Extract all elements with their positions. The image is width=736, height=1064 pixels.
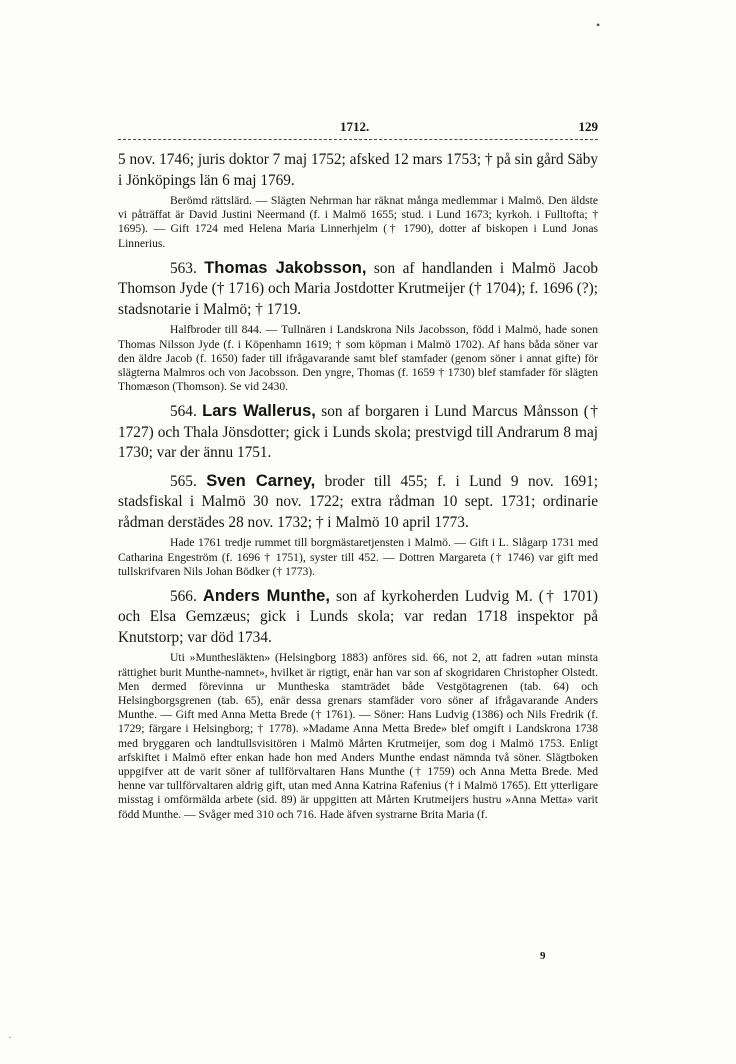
- entry-number: 565.: [170, 472, 197, 490]
- entry-text: son af handlanden i Malmö Jacob Thomson Jyde († 1716) och Maria Jostdotter Krutmeijer († 1704); f. 1696 (?); stadsnotarie i Malmö; † 1719.: [118, 259, 598, 318]
- entry-paragraph: [118, 401, 598, 464]
- header-year: 1712.: [340, 119, 370, 134]
- entry-paragraph: [118, 471, 598, 534]
- entry-number: 563.: [170, 259, 197, 277]
- margin-mark-bottom: ·: [8, 1030, 12, 1044]
- entry-number: 566.: [170, 587, 197, 605]
- entry-text: son af kyrkoherden Ludvig M. († 1701) och Elsa Gemzæus; gick i Lunds skola; var redan 1718 inspektor på Knutstorp; var död 1734.: [118, 587, 598, 646]
- continued-paragraph: 5 nov. 1746; juris doktor 7 maj 1752; afsked 12 mars 1753; † på sin gård Säby i Jönköpings län 6 maj 1769.: [118, 151, 598, 189]
- footnote-paragraph: Halfbroder till 844. — Tullnären i Landskrona Nils Jacobsson, född i Malmö, hade sonen Thomas Nilsson Jyde (f. i Köpenhamn 1619; † som köpman i Malmö 1702). Af hans båda söner var den äldre Jacob (f. 1650) fader till ifrågavarande samt blef stamfader (genom söner i annat gifte) för slägterna Malmros och von Jacobsson. Den yngre, Thomas (f. 1659 † 1730) blef stamfader för slägten Thomæson (Thomson). Se vid 2430.: [118, 323, 598, 394]
- entry-number: 564.: [170, 403, 197, 421]
- footnote-paragraph: Berömd rättslärd. — Slägten Nehrman har räknat många medlemmar i Malmö. Den äldste vi påträffat är David Justini Neermand (f. i Malmö 1655; stud. i Lund 1673; kyrkoh. i Fulltofta; † 1695). — Gift 1724 med Helena Maria Linnerhjelm († 1790), dotter af biskopen i Lund Jonas Linnerius.: [118, 194, 598, 250]
- header-rule: [118, 139, 598, 140]
- running-header: [118, 119, 598, 137]
- signature-mark: 9: [540, 950, 546, 962]
- footnote-paragraph: Uti »Munthesläkten» (Helsingborg 1883) anföres sid. 66, not 2, att fadren »utan minsta rättighet burit Munthe-namnet», hvilket är rigtigt, enär han var son af skogridaren Christopher Olstedt. Men dermed förevinna ur Muntheska stamträdet både Vestgötagrenen (tab. 64) och Helsingborgsgrenen (tab. 65), enär dessa grenars stamfäder voro söner af ifrågavarande Anders Munthe. — Gift med Anna Metta Brede († 1761). — Söner: Hans Ludvig (1386) och Nils Fredrik (f. 1729; färgare i Helsingborg; † 1778). »Madame Anna Metta Brede» blef omgift i Landskrona 1738 med bryggaren och landtullsvisitören i Malmö Mårten Krutmeijer, som dog i Malmö 1753. Enligt arfskiftet i Malmö efter enkan hade hon med Anders Munthe endast nämnda två söner. Slägtboken uppgifver att de varit söner af tullförvaltaren Hans Munthe († 1759) och Anna Metta Brede. Med henne var tullförvaltaren aldrig gift, utan med Anna Katrina Rafenius († i Malmö 1765). Ett ytterligare misstag i omförmälda arbete (sid. 89) är uppgitten att Mårten Krutmeijers hustru »Anna Metta» varit född Munthe. — Svåger med 310 och 716. Hade äfven systrarne Brita Maria (f.: [118, 651, 598, 821]
- entry-name: Anders Munthe,: [202, 586, 330, 605]
- entry-text: son af borgaren i Lund Marcus Månsson († 1727) och Thala Jönsdotter; gick i Lunds skola; prestvigd till Andrarum 8 maj 1730; var der ännu 1751.: [118, 403, 599, 462]
- entry-paragraph: [118, 258, 598, 321]
- entry-paragraph: [118, 586, 598, 649]
- margin-mark: •: [596, 18, 601, 32]
- footnote-paragraph: Hade 1761 tredje rummet till borgmästaretjensten i Malmö. — Gift i L. Slågarp 1731 med Catharina Engeström (f. 1696 † 1751), syster till 452. — Dottren Margareta († 1746) var gift med tullskrifvaren Nils Johan Bödker († 1773).: [118, 536, 598, 578]
- entry-text: broder till 455; f. i Lund 9 nov. 1691; stadsfiskal i Malmö 30 nov. 1722; extra rådman 10 sept. 1731; ordinarie rådman derstädes 28 nov. 1732; † i Malmö 10 april 1773.: [118, 472, 599, 531]
- page-number: 129: [578, 119, 598, 134]
- page-body: [118, 150, 598, 822]
- entry-name: Lars Wallerus,: [202, 402, 316, 421]
- entry-name: Thomas Jakobsson,: [204, 258, 367, 277]
- entry-name: Sven Carney,: [206, 471, 316, 490]
